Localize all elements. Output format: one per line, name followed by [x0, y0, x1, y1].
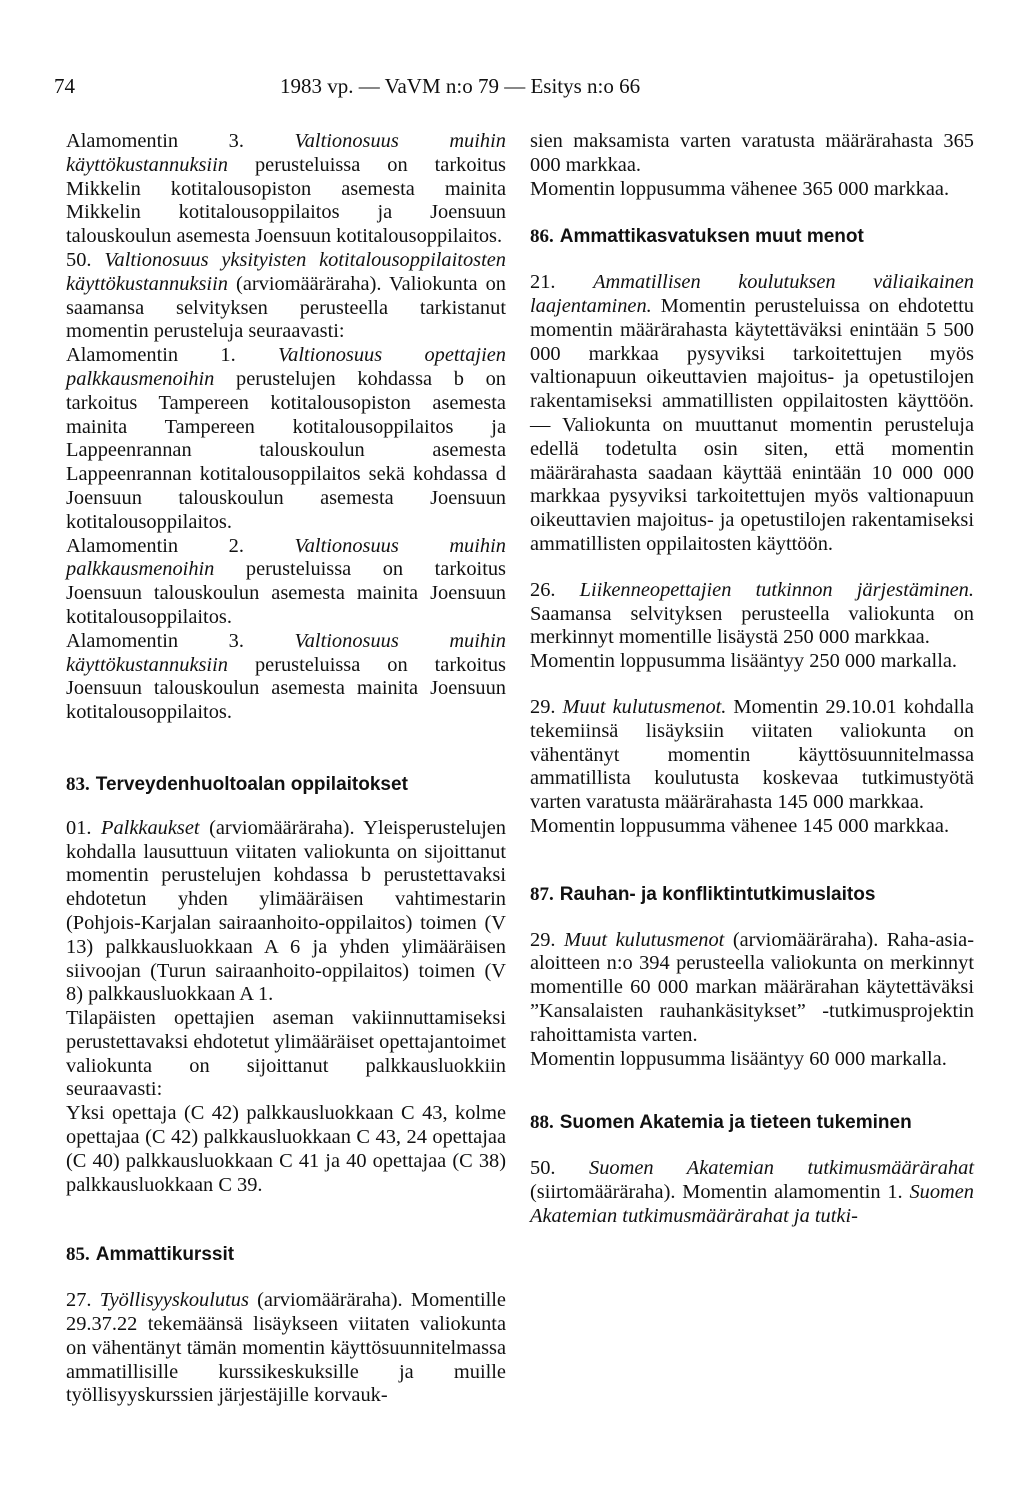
- paragraph: 27. Työllisyyskoulutus (arviomääräraha). Momentille 29.37.22 tekemäänsä lisäykseen viitaten valiokunta on vähentänyt tämän momentin käyttösuunnitelmassa ammatillisille kurssikeskuksille ja muille työllisyyskurssien järjestäjille korvauk-: [66, 1289, 506, 1407]
- paragraph: Tilapäisten opettajien aseman vakiinnuttamiseksi perustettavaksi ehdotetut ylimääräiset opettajantoimet valiokunta on sijoittanut palkkausluokkiin seuraavasti:: [66, 1007, 506, 1101]
- paragraph: Momentin loppusumma vähenee 145 000 markkaa.: [530, 814, 950, 837]
- page-header: [0, 74, 1024, 104]
- paragraph: 26. Liikenneopettajien tutkinnon järjestäminen. Saamansa selvityksen perusteella valiokunta on merkinnyt momentille lisäystä 250 000 markkaa.: [530, 578, 974, 649]
- paragraph: 50. Suomen Akatemian tutkimusmäärärahat (siirtomääräraha). Momentin alamomentin 1. Suomen Akatemian tutkimusmäärärahat ja tutki-: [530, 1157, 974, 1227]
- paragraph: 29. Muut kulutusmenot. Momentin 29.10.01 kohdalla tekemiinsä lisäyksiin viitaten valiokunta on vähentänyt momentin käyttösuunnitelmassa ammatillista koulutusta koskevaa tutkimustyötä varten varatusta määrärahasta 145 000 markkaa.: [530, 695, 974, 814]
- paragraph: Alamomentin 3. Valtionosuus muihin käyttökustannuksiin perusteluissa on tarkoitus Mikkelin kotitalousopiston asemesta mainita Mikkelin kotitalousoppilaitos ja Joensuun talouskoulun asemesta Joensuun kotitalousoppilaitos.: [66, 130, 506, 248]
- paragraph: 50. Valtionosuus yksityisten kotitalousoppilaitosten käyttökustannuksiin (arviomääräraha). Valiokunta on saamansa selvityksen perusteella tarkistanut momentin perusteluja seuraavasti:: [66, 248, 506, 343]
- section-heading-86: 86. Ammattikasvatuksen muut menot: [530, 226, 864, 248]
- running-head: 1983 vp. — VaVM n:o 79 — Esitys n:o 66: [280, 74, 641, 98]
- paragraph: sien maksamista varten varatusta määrärahasta 365 000 markkaa.: [530, 130, 974, 176]
- paragraph: Alamomentin 3. Valtionosuus muihin käyttökustannuksiin perusteluissa on tarkoitus Joensuun talouskoulun asemesta mainita Joensuun kotitalousoppilaitos.: [66, 629, 506, 724]
- paragraph: 21. Ammatillisen koulutuksen väliaikainen laajentaminen. Momentin perusteluissa on ehdotettu momentin määrärahasta käytettäväksi enintään 5 500 000 markkaa pysyviksi tarkoitettujen myös valtionapuun oikeuttavien majoitus- ja opetustilojen rakentamiseksi ammatillisten oppilaitosten käyttöön. — Valiokunta on muuttanut momentin perusteluja edellä todetulta osin siten, että momentin määrärahasta saadaan käyttää enintään 10 000 000 markkaa pysyviksi tarkoitettujen myös valtionapuun oikeuttavien majoitus- ja opetustilojen rakentamiseksi ammatillisten oppilaitosten käyttöön.: [530, 271, 974, 555]
- section-heading-88: 88. Suomen Akatemia ja tieteen tukeminen: [530, 1112, 912, 1134]
- paragraph: Momentin loppusumma lisääntyy 250 000 markalla.: [530, 650, 958, 673]
- paragraph: 01. Palkkaukset (arviomääräraha). Yleisperustelujen kohdalla lausuttuun viitaten valiokunta on sijoittanut momentin perustelujen kohdassa b perustettavaksi ehdotetun yhden ylimääräisen vahtimestarin (Pohjois-Karjalan sairaanhoito-oppilaitos) toimen (V 13) palkkausluokkaan A 6 ja yhden ylimääräisen siivoojan (Turun sairaanhoito-oppilaitos) toimen (V 8) palkkausluokkaan A 1.: [66, 816, 506, 1006]
- section-heading-83: 83. Terveydenhuoltoalan oppilaitokset: [66, 773, 408, 795]
- paragraph: Alamomentin 2. Valtionosuus muihin palkkausmenoihin perusteluissa on tarkoitus Joensuun talouskoulun asemesta mainita Joensuun kotitalousoppilaitos.: [66, 534, 506, 628]
- paragraph: Alamomentin 1. Valtionosuus opettajien palkkausmenoihin perustelujen kohdassa b on tarkoitus Tampereen kotitalousopiston asemesta mainita Tampereen kotitalousoppilaitos ja Lappeenrannan talouskoulun asemesta Lappeenrannan kotitalousoppilaitos sekä kohdassa d Joensuun talouskoulun asemesta Joensuun kotitalousoppilaitos.: [66, 344, 506, 533]
- paragraph: Yksi opettaja (C 42) palkkausluokkaan C 43, kolme opettajaa (C 42) palkkausluokkaan C 43, 24 opettajaa (C 40) palkkausluokkaan C 41 ja 40 opettajaa (C 38) palkkausluokkaan C 39.: [66, 1102, 506, 1196]
- page-number: 74: [54, 74, 75, 98]
- right-column: [530, 130, 974, 1228]
- section-heading-85: 85. Ammattikurssit: [66, 1244, 235, 1266]
- paragraph: Momentin loppusumma vähenee 365 000 markkaa.: [530, 177, 950, 200]
- section-heading-87: 87. Rauhan- ja konfliktintutkimuslaitos: [530, 883, 876, 905]
- paragraph: Momentin loppusumma lisääntyy 60 000 markalla.: [530, 1047, 947, 1070]
- paragraph: 29. Muut kulutusmenot (arviomääräraha). Raha-asia-aloitteen n:o 394 perusteella valiokunta on merkinnyt momentille 60 000 markan määrärahan käytettäväksi ”Kansalaisten rauhankäsitykset” -tutkimusprojektin rahoittamista varten.: [530, 928, 974, 1046]
- left-column: [66, 130, 506, 1408]
